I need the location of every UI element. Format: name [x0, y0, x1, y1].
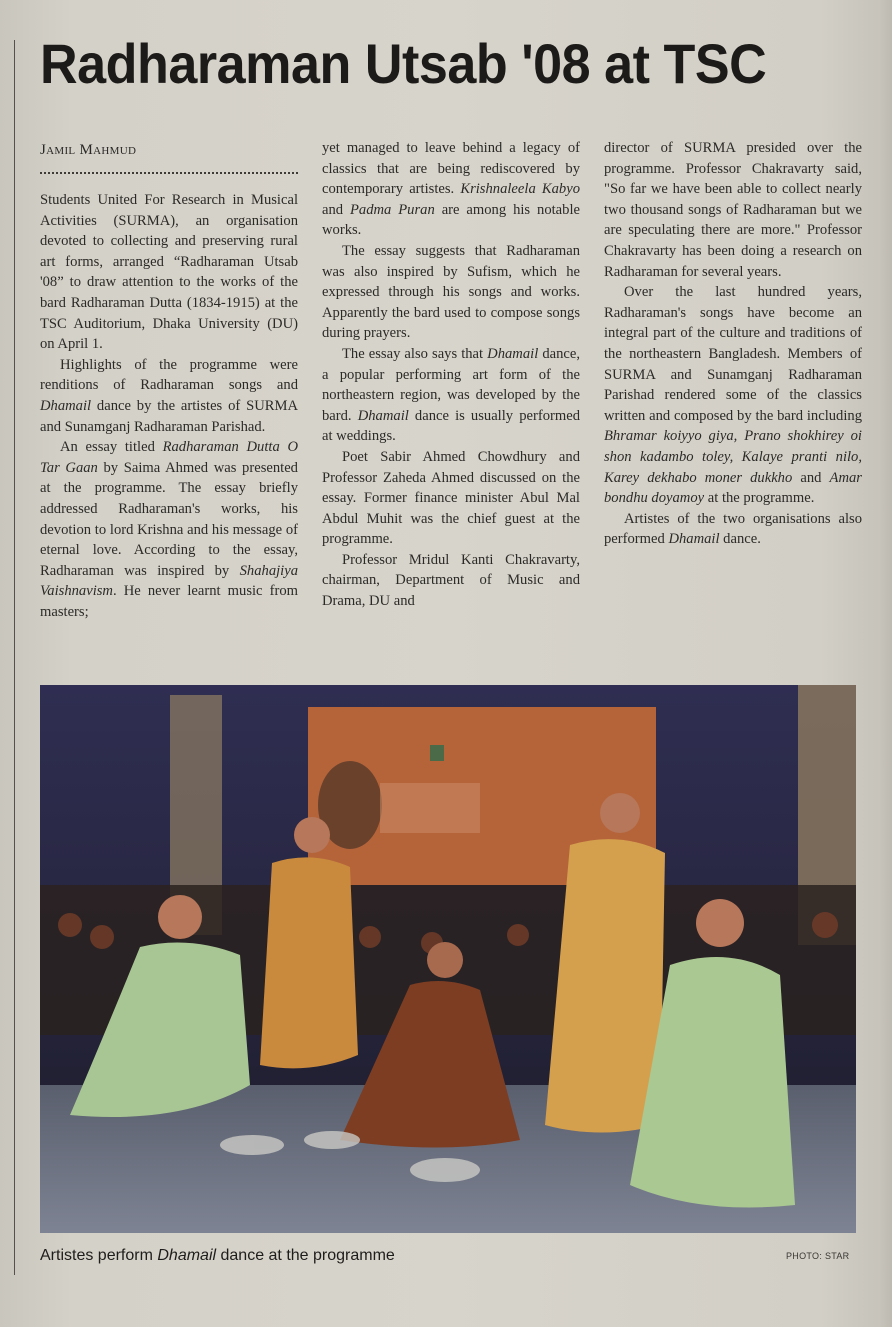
- article-column-2: [322, 138, 580, 612]
- paragraph: The essay also says that Dhamail dance, a popular performing art form of the northeastern region, was developed by the bard. Dhamail dance is usually performed at weddings.: [322, 345, 580, 445]
- paragraph: Artistes of the two organisations also performed Dhamail dance.: [604, 510, 862, 548]
- article-column-3: [604, 138, 862, 550]
- paragraph: Over the last hundred years, Radharaman's songs have become an integral part of the culture and traditions of the northeastern Bangladesh. Members of SURMA and Sunamganj Radharaman Parishad rendered some of the classics written and composed by the bard including Bhramar koiyyo giya, Prano shokhirey oi shon kadambo toley, Kalaye pranti nilo, Karey dekhabo moner dukkho and Amar bondhu doyamoy at the programme.: [604, 284, 862, 507]
- dance-photo-illustration: [40, 685, 856, 1233]
- paragraph: An essay titled Radharaman Dutta O Tar Gaan by Saima Ahmed was presented at the programme. The essay briefly addressed Radharaman's works, his devotion to lord Krishna and his message of eternal love. According to the essay, Radharaman was inspired by Shahajiya Vaishnavism. He never learnt music from masters;: [40, 439, 298, 620]
- page-edge: [878, 0, 892, 1327]
- photo-credit: PHOTO: STAR: [786, 1251, 850, 1261]
- paragraph: Poet Sabir Ahmed Chowdhury and Professor Zaheda Ahmed discussed on the essay. Former finance minister Abul Mal Abdul Muhit was the chief guest at the programme.: [322, 448, 580, 548]
- paragraph: Professor Mridul Kanti Chakravarty, chairman, Department of Music and Drama, DU and: [322, 551, 580, 610]
- paragraph: The essay suggests that Radharaman was also inspired by Sufism, which he expressed through his songs and works. Apparently the bard used to compose songs during prayers.: [322, 242, 580, 342]
- paragraph: Students United For Research in Musical Activities (SURMA), an organisation devoted to collecting and preserving rural art forms, arranged “Radharaman Utsab '08” to draw attention to the works of the bard Radharaman Dutta (1834-1915) at the TSC Auditorium, Dhaka University (DU) on April 1.: [40, 192, 298, 353]
- paragraph: Highlights of the programme were renditions of Radharaman songs and Dhamail dance by the artistes of SURMA and Sunamganj Radharaman Parishad.: [40, 356, 298, 435]
- dance-photo: [40, 685, 856, 1233]
- byline: Jamil Mahmud: [40, 142, 137, 158]
- column-rule: [14, 40, 15, 1275]
- photo-caption: Artistes perform Dhamail dance at the programme: [40, 1247, 395, 1264]
- byline-divider: [40, 168, 298, 174]
- paragraph: director of SURMA presided over the programme. Professor Chakravarty said, "So far we have been able to collect nearly two thousand songs of Radharaman but we are speculating there are more." Professor Chakravarty has been doing a research on Radharaman for several years.: [604, 140, 862, 280]
- article-column-1: [40, 190, 298, 622]
- headline: Radharaman Utsab '08 at TSC: [40, 32, 767, 95]
- paragraph: yet managed to leave behind a legacy of classics that are being rediscovered by contemporary artistes. Krishnaleela Kabyo and Padma Puran are among his notable works.: [322, 140, 580, 239]
